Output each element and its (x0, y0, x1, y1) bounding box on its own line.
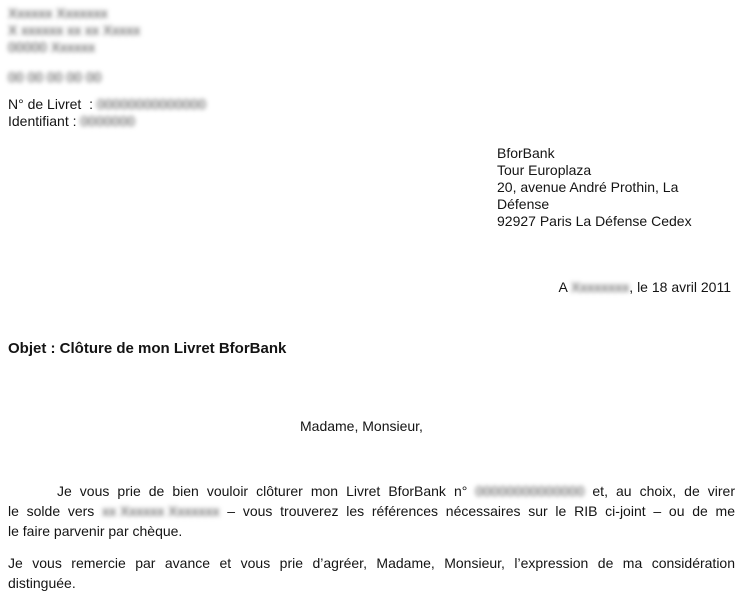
body-text: – vous trouverez les références nécessaires sur le RIB ci-joint – ou de me (219, 503, 735, 519)
identifiant-redacted: 0000000 (80, 113, 135, 129)
body-p2-line1: Je vous remercie par avance et vous prie d’agréer, Madame, Monsieur, l’expression de ma considération (8, 555, 735, 571)
livret-number-redacted: 00000000000000 (96, 96, 206, 112)
sender-street-redacted: X xxxxxx xx xx Xxxxx (8, 22, 141, 38)
salutation: Madame, Monsieur, (300, 418, 423, 434)
sender-name-redacted: Xxxxxx Xxxxxxx (8, 5, 108, 21)
body-p1-line2 (8, 501, 735, 521)
bank-address-line: 20, avenue André Prothin, La (497, 179, 679, 195)
bank-address-line: Défense (497, 196, 550, 212)
date-text: , le 18 avril 2011 (629, 279, 731, 295)
bank-address-line: 92927 Paris La Défense Cedex (497, 213, 692, 229)
date-line (558, 279, 731, 296)
body-paragraph-1 (8, 481, 735, 541)
sender-phone-redacted: 00 00 00 00 00 (8, 69, 102, 85)
body-p2-line2: distinguée. (8, 575, 76, 591)
body-p1-line3: le faire parvenir par chèque. (8, 523, 183, 539)
sender-city-redacted: 00000 Xxxxxx (8, 39, 96, 55)
livret-number-label: N° de Livret : (8, 96, 97, 112)
body-paragraph-2 (8, 553, 735, 593)
body-text: le solde vers (8, 503, 103, 519)
body-text: et, au choix, de virer (584, 483, 735, 499)
sender-address-block (8, 5, 140, 56)
account-number-redacted: 00000000000000 (475, 483, 585, 499)
identifiant-label: Identifiant : (8, 113, 81, 129)
livret-number-line (8, 96, 206, 113)
subject-line: Objet : Clôture de mon Livret BforBank (8, 340, 287, 357)
bank-address-line: Tour Europlaza (497, 162, 592, 178)
identifiant-line (8, 113, 135, 130)
destination-bank-redacted: xx Xxxxxx Xxxxxxx (102, 503, 220, 519)
bank-name: BforBank (497, 145, 555, 161)
body-p1-line1 (8, 481, 735, 501)
bank-address-block (497, 145, 692, 230)
body-text: Je vous prie de bien vouloir clôturer mon Livret BforBank n° (57, 483, 476, 499)
date-prefix: A (558, 279, 571, 295)
date-city-redacted: Xxxxxxxx (570, 279, 630, 295)
